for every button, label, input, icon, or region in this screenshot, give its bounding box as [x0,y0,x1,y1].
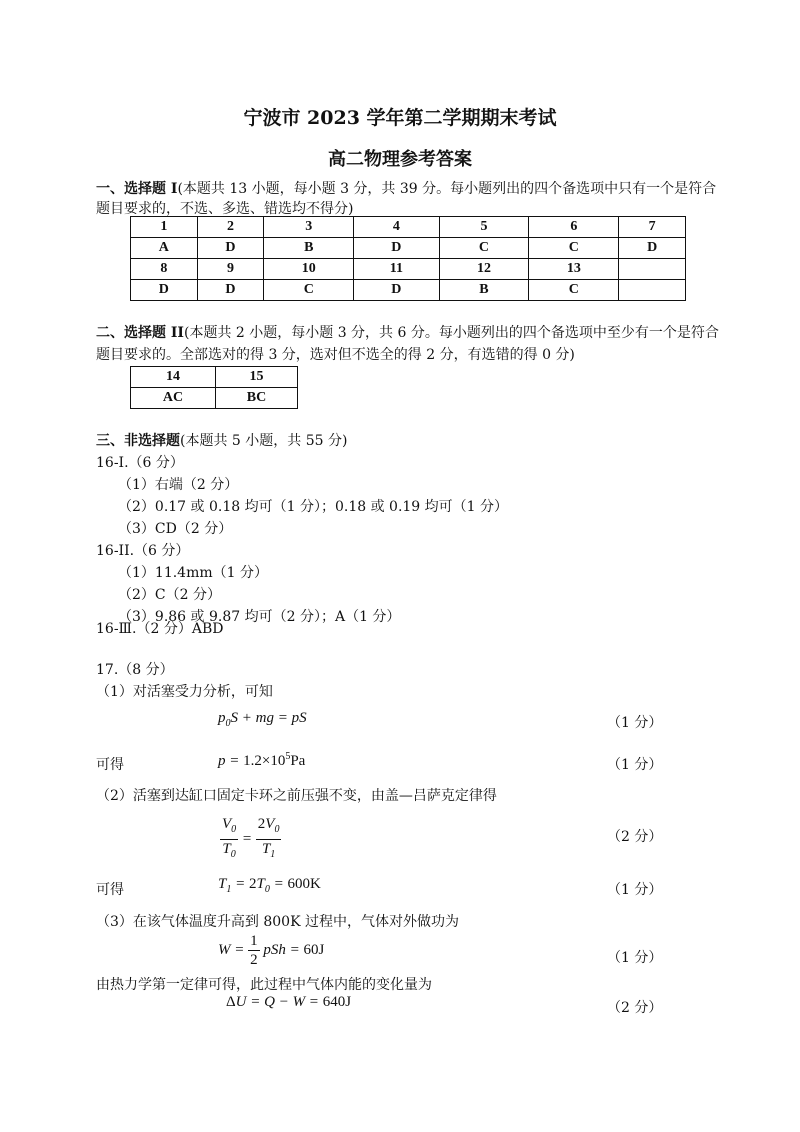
answer-table-2 [130,366,298,409]
answer-table-1 [130,216,686,301]
eq5-score: （1 分） [607,950,663,966]
q17-keyi-2: 可得 [96,882,124,898]
table-cell: D [354,238,439,259]
section3-note: (本题共 5 小题，共 55 分) [180,433,348,449]
q17-part4-text: 由热力学第一定律可得，此过程中气体内能的变化量为 [96,977,432,993]
table-cell: AC [131,388,216,409]
table-cell: D [197,280,264,301]
table-cell: D [131,280,198,301]
table-cell: 14 [131,367,216,388]
table-cell: 9 [197,259,264,280]
table-cell: 5 [439,217,529,238]
equation-work: W = $\frac{1}{2}$ pSh = 60J [218,933,325,968]
section2-intro [96,322,719,342]
table-cell: 10 [264,259,354,280]
section1-heading: 一、选择题 I [96,181,178,197]
equation-pressure: $p = 1.2\times 10^5Pa$ [218,751,306,769]
section1-intro [96,178,716,198]
table-cell: BC [216,388,298,409]
q17-part2-text: （2）活塞到达缸口固定卡环之前压强不变，由盖—吕萨克定律得 [96,788,497,804]
table-row [131,238,686,259]
table-cell: 11 [354,259,439,280]
table-cell: 12 [439,259,529,280]
page-subtitle: 高二物理参考答案 [328,149,472,170]
section1-note-line1: (本题共 13 小题，每小题 3 分，共 39 分。每小题列出的四个备选项中只有一个是符合 [177,181,717,197]
table-cell: D [197,238,264,259]
q16-1-answer-3: （3）CD（2 分） [118,521,233,537]
table-cell: D [619,238,686,259]
table-cell: 6 [529,217,619,238]
table-row [131,367,298,388]
page-title: 宁波市 2023 学年第二学期期末考试 [243,107,557,129]
eq3-score: （2 分） [607,829,663,845]
table-cell: C [529,280,619,301]
table-cell: C [439,238,529,259]
table-cell [619,280,686,301]
q17-part3-text: （3）在该气体温度升高到 800K 过程中，气体对外做功为 [96,914,459,930]
eq6-score: （2 分） [607,1000,663,1016]
eq2-score: （1 分） [607,757,663,773]
table-cell: C [264,280,354,301]
equation-force-balance: $p_0S$ + mg = pS [218,710,307,729]
section3-heading: 三、非选择题 [96,433,180,449]
table-cell: 3 [264,217,354,238]
q16-1-answer-2: （2）0.17 或 0.18 均可（1 分）；0.18 或 0.19 均可（1 分） [118,499,509,515]
table-cell: 1 [131,217,198,238]
eq4-score: （1 分） [607,882,663,898]
table-cell: A [131,238,198,259]
q17-keyi-1: 可得 [96,757,124,773]
table-row [131,217,686,238]
section1-note-line2: 题目要求的，不选、多选、错选均不得分) [96,201,354,217]
eq1-score: （1 分） [607,715,663,731]
table-cell: 4 [354,217,439,238]
table-cell: C [529,238,619,259]
equation-internal-energy: ΔU = Q − W = 640J [226,994,352,1010]
table-cell: 2 [197,217,264,238]
section2-heading: 二、选择题 II [96,325,184,341]
q17-part1-text: （1）对活塞受力分析，可知 [96,684,273,700]
q16-1-label: 16-I.（6 分） [96,455,184,471]
equation-gay-lussac: $\frac{V_0}{T_0}$ = $\frac{2V_0}{T_1}$ [222,816,280,860]
q16-2-label: 16-II.（6 分） [96,543,190,559]
q16-1-answer-1: （1）右端（2 分） [118,477,239,493]
q16-2-answer-3: （3）9.86 或 9.87 均可（2 分）；A（1 分） [118,609,401,625]
q16-3-label: 16-Ⅲ.（2 分）ABD [96,621,224,637]
q17-label: 17.（8 分） [96,662,174,678]
table-cell [619,259,686,280]
table-cell: B [264,238,354,259]
q16-2-answer-2: （2）C（2 分） [118,587,221,603]
table-cell: 15 [216,367,298,388]
table-row [131,259,686,280]
table-cell: 13 [529,259,619,280]
table-cell: 8 [131,259,198,280]
table-row [131,388,298,409]
q16-2-answer-1: （1）11.4mm（1 分） [118,565,268,581]
equation-temperature: $T_1 = 2T_0 = 600K$ [218,876,321,895]
table-cell: D [354,280,439,301]
section2-note-line1: (本题共 2 小题，每小题 3 分，共 6 分。每小题列出的四个备选项中至少有一个是符合 [183,325,719,341]
section2-note-line2: 题目要求的。全部选对的得 3 分，选对但不选全的得 2 分，有选错的得 0 分) [96,347,575,363]
table-row [131,280,686,301]
table-cell: B [439,280,529,301]
section3-intro [96,430,347,450]
table-cell: 7 [619,217,686,238]
